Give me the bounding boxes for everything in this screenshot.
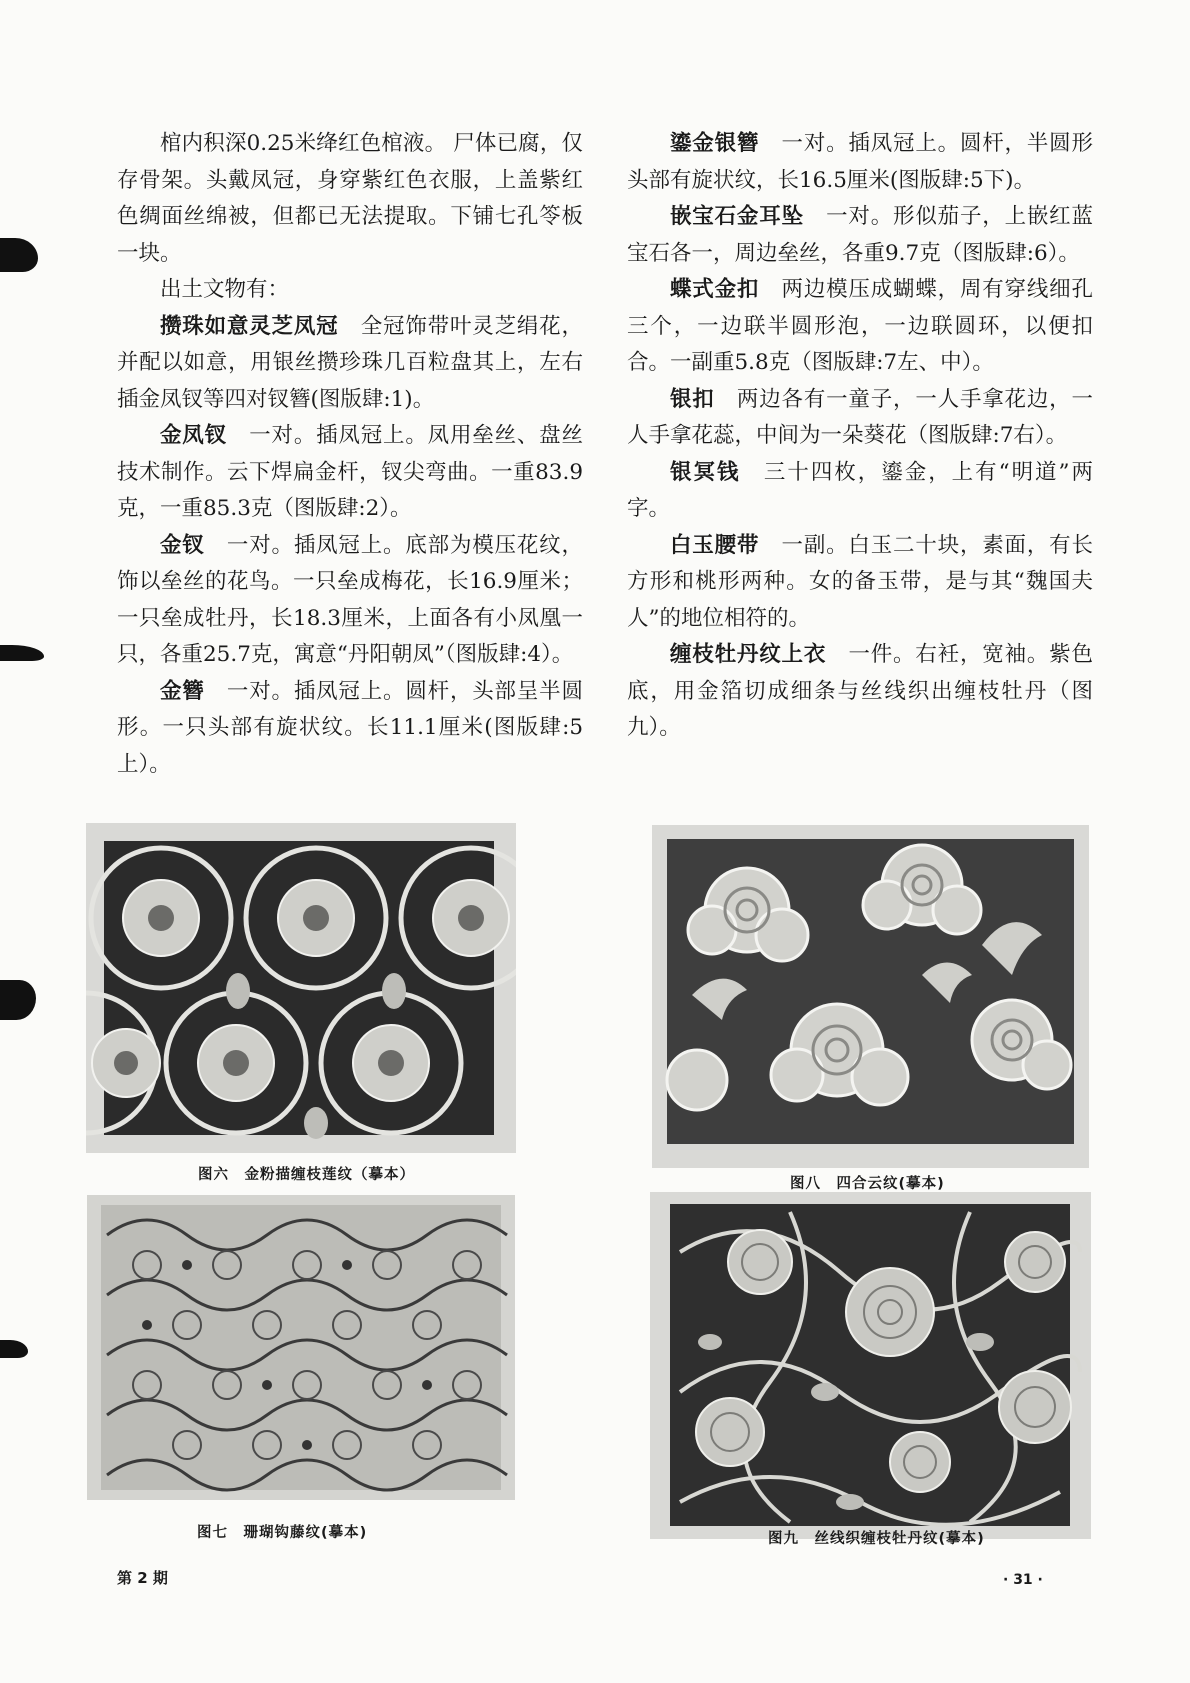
paragraph xyxy=(117,674,583,784)
item-label: 缠枝牡丹纹上衣 xyxy=(670,642,827,667)
paragraph xyxy=(627,126,1093,199)
paragraph xyxy=(627,455,1093,528)
scan-blot xyxy=(0,1340,28,1358)
paragraph xyxy=(627,382,1093,455)
left-text-column xyxy=(117,126,583,783)
item-label: 嵌宝石金耳坠 xyxy=(670,204,804,229)
item-label: 蝶式金扣 xyxy=(670,277,760,302)
paragraph xyxy=(117,309,583,419)
paragraph-text: 一对。插凤冠上。凤用垒丝、盘丝技术制作。云下焊扁金杆，钗尖弯曲。一重83.9克，一重85.3克（图版肆:2）。 xyxy=(117,423,583,521)
paragraph xyxy=(627,528,1093,638)
paragraph-text: 出土文物有： xyxy=(160,277,290,302)
paragraph xyxy=(117,528,583,674)
paragraph-text: 两边模压成蝴蝶，周有穿线细孔三个，一边联半圆形泡，一边联圆环，以便扣合。一副重5.8克（图版肆:7左、中）。 xyxy=(627,277,1093,375)
page-number: · 31 · xyxy=(1003,1572,1043,1588)
paragraph-text: 棺内积深0.25米绛红色棺液。 尸体已腐，仅存骨架。头戴凤冠，身穿紫红色衣服，上盖紫红色绸面丝绵被，但都已无法提取。下铺七孔笭板一块。 xyxy=(117,131,583,266)
paragraph-text: 一对。插凤冠上。圆杆，半圆形头部有旋状纹，长16.5厘米(图版肆:5下)。 xyxy=(627,131,1093,193)
paragraph-text: 一对。形似茄子，上嵌红蓝宝石各一，周边垒丝，各重9.7克（图版肆:6）。 xyxy=(627,204,1093,266)
figure-6-lotus-scroll-image xyxy=(86,823,516,1153)
item-label: 金钗 xyxy=(160,532,205,558)
paragraph-text: 一对。插凤冠上。圆杆，头部呈半圆形。一只头部有旋状纹。长11.1厘米(图版肆:5上）。 xyxy=(117,678,583,777)
item-label: 金凤钗 xyxy=(160,423,227,448)
item-label: 白玉腰带 xyxy=(670,532,760,558)
right-text-column xyxy=(627,126,1093,747)
paragraph xyxy=(117,272,583,309)
paragraph-text: 一对。插凤冠上。底部为模压花纹，饰以垒丝的花鸟。一只垒成梅花，长16.9厘米；一只垒成牡丹，长18.3厘米，上面各有小凤凰一只，各重25.7克，寓意“丹阳朝凤”（图版肆:4）。 xyxy=(117,532,583,667)
paragraph-text: 两边各有一童子，一人手拿花边，一人手拿花蕊，中间为一朵葵花（图版肆:7右）。 xyxy=(627,386,1093,448)
paragraph-text: 一件。右衽，宽袖。紫色底，用金箔切成细条与丝线织出缠枝牡丹（图九）。 xyxy=(627,642,1093,740)
paragraph xyxy=(117,418,583,528)
figure-8-cloud-pattern-image xyxy=(652,825,1089,1168)
item-label: 银冥钱 xyxy=(670,459,741,485)
paragraph xyxy=(627,637,1093,747)
item-label: 攒珠如意灵芝凤冠 xyxy=(160,313,339,339)
scan-blot xyxy=(0,980,36,1020)
paragraph-text: 三十四枚，鎏金，上有“明道”两字。 xyxy=(627,459,1093,521)
figure-7-caption: 图七 珊瑚钩藤纹(摹本) xyxy=(197,1525,368,1541)
figure-7-vine-scroll-image xyxy=(87,1195,515,1500)
item-label: 银扣 xyxy=(670,386,715,412)
paragraph-text: 一副。白玉二十块，素面，有长方形和桃形两种。女的备玉带，是与其“魏国夫人”的地位相符的。 xyxy=(627,532,1093,631)
scan-blot xyxy=(0,238,38,272)
scan-blot xyxy=(0,645,44,661)
figure-8-caption: 图八 四合云纹(摹本) xyxy=(790,1176,945,1192)
issue-number: 第 2 期 xyxy=(117,1569,168,1587)
paragraph xyxy=(117,126,583,272)
item-label: 金簪 xyxy=(160,678,205,704)
figure-9-peony-scroll-image xyxy=(650,1192,1091,1539)
paragraph-text: 全冠饰带叶灵芝绢花，并配以如意，用银丝攒珍珠几百粒盘其上，左右插金凤钗等四对钗簪(图版肆:1)。 xyxy=(117,313,583,412)
paragraph xyxy=(627,199,1093,272)
paragraph xyxy=(627,272,1093,382)
figure-6-caption: 图六 金粉描缠枝莲纹（摹本） xyxy=(198,1167,415,1183)
item-label: 鎏金银簪 xyxy=(670,131,760,156)
figure-9-caption: 图九 丝线织缠枝牡丹纹(摹本) xyxy=(768,1531,985,1547)
